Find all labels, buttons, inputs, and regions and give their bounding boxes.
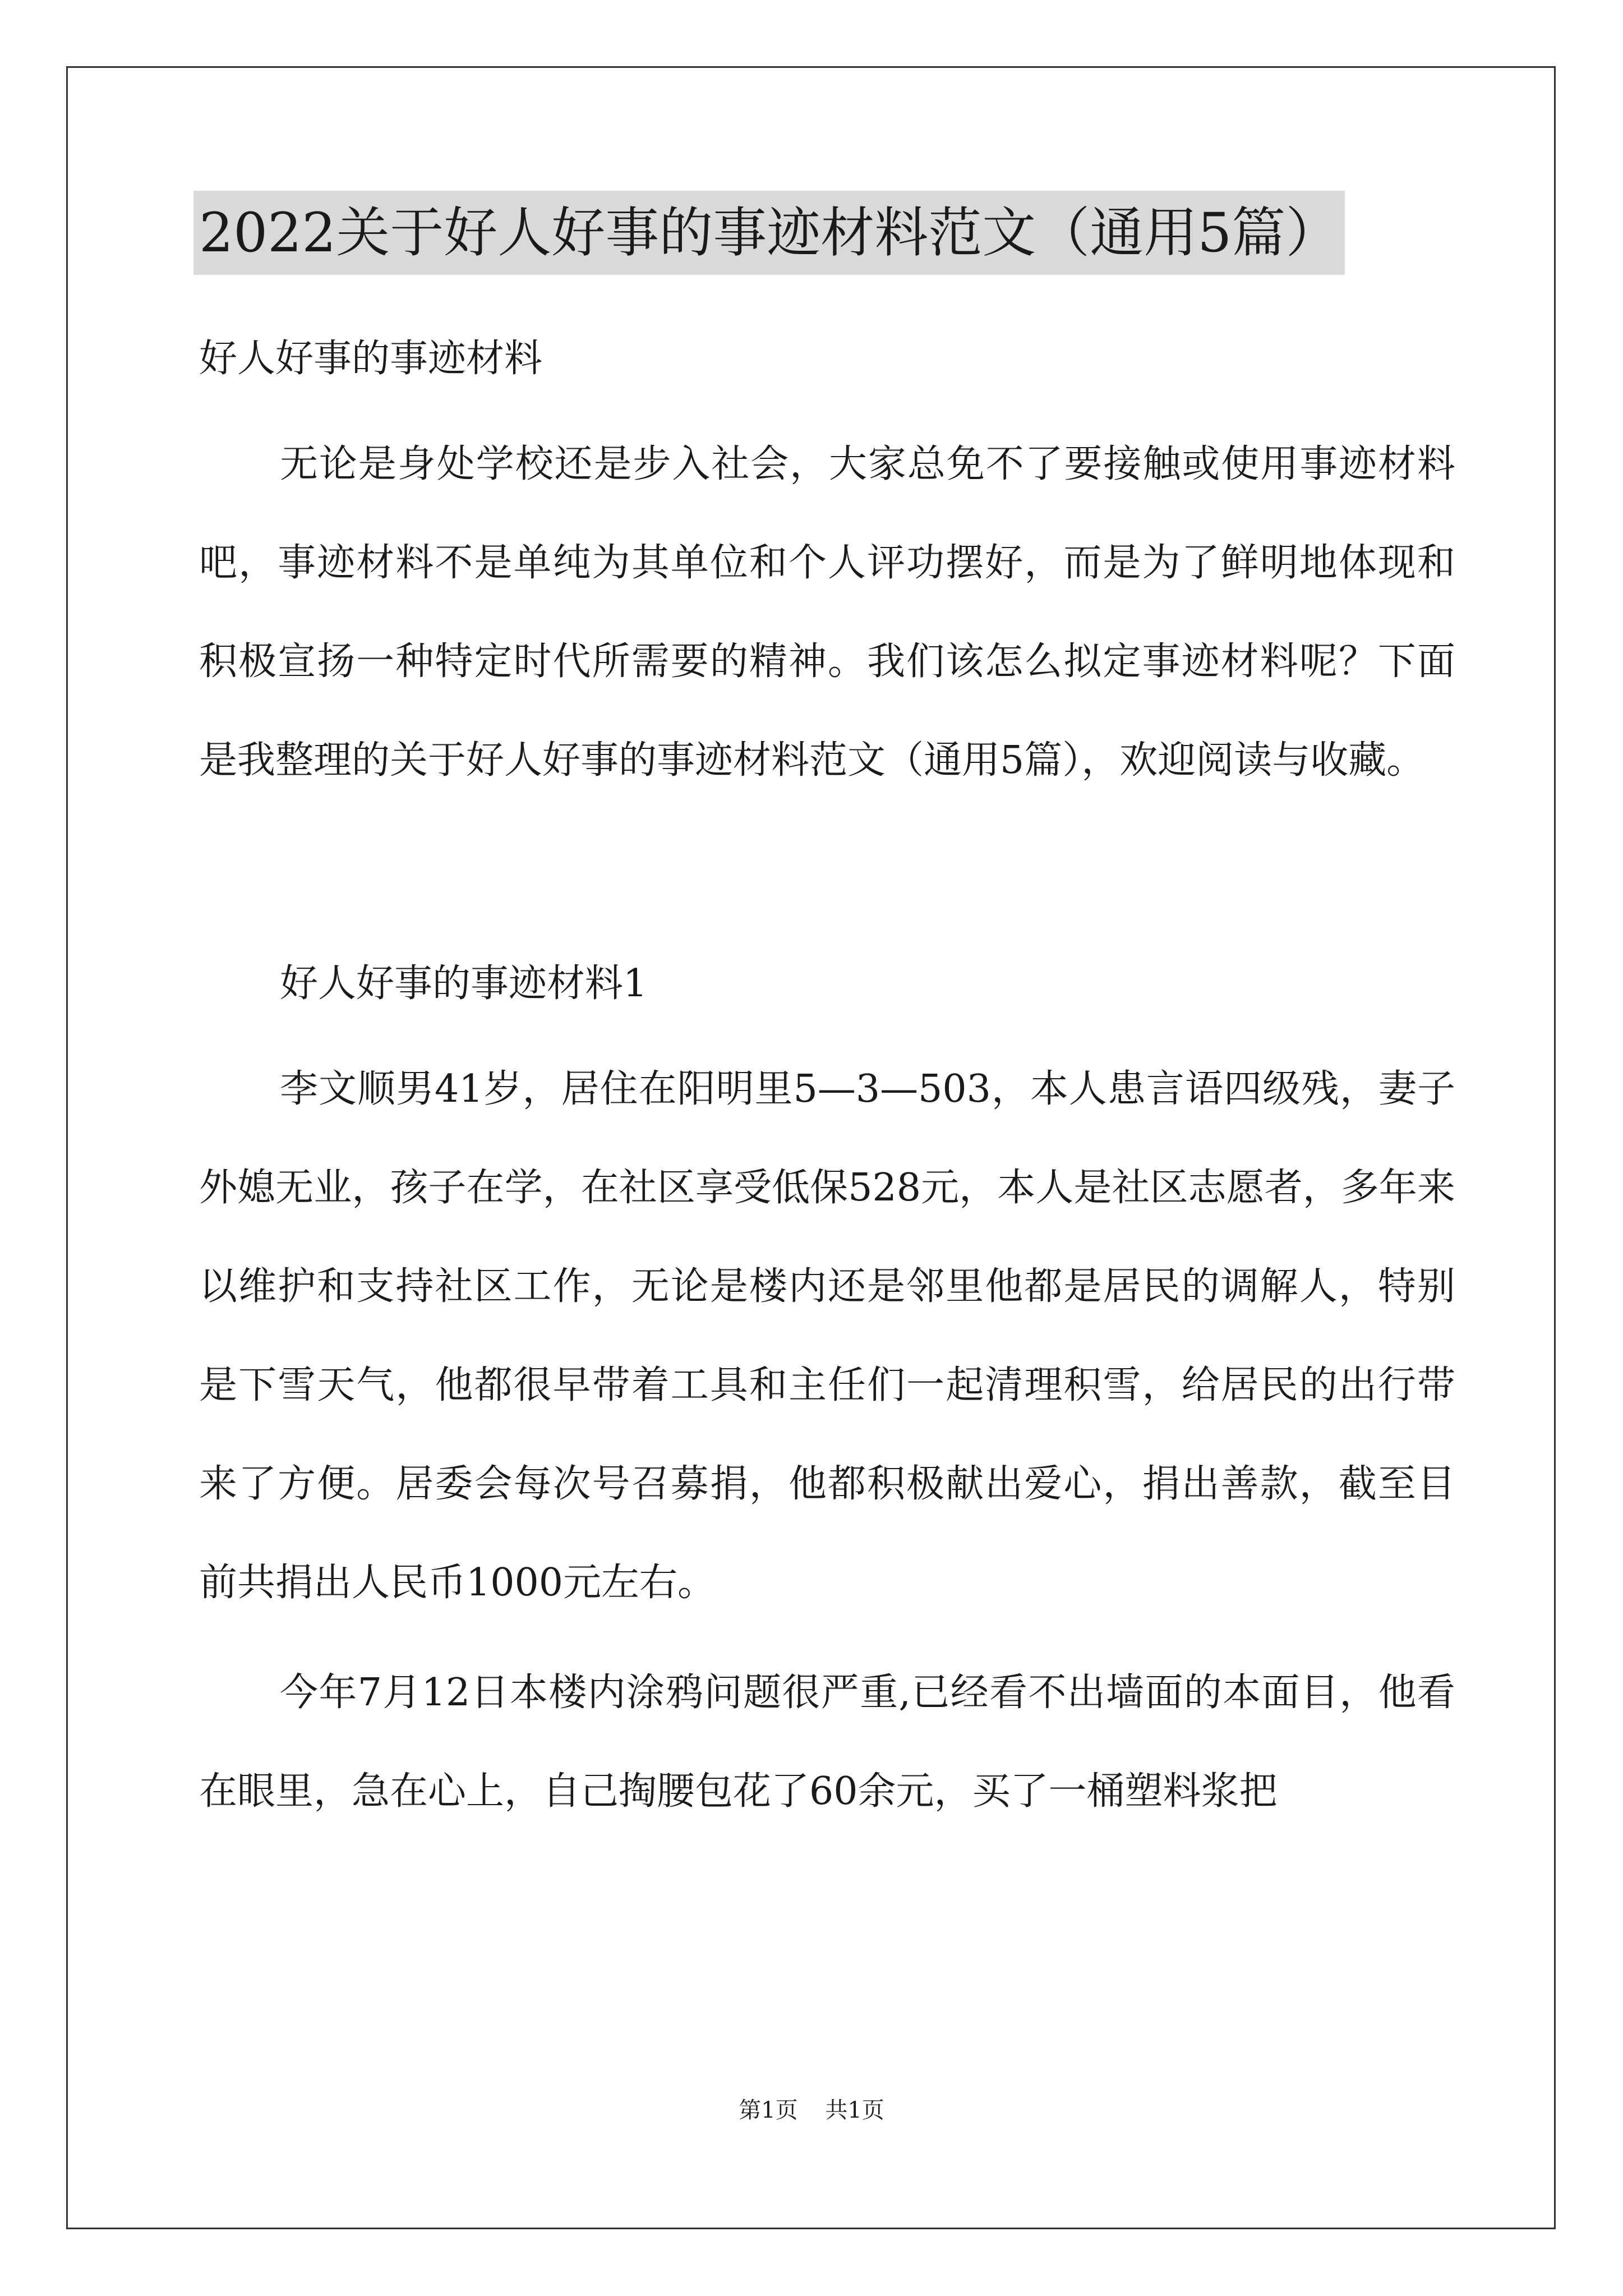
page-number: 第1页 <box>739 2097 798 2123</box>
section-heading-1: 好人好事的事迹材料1 <box>280 961 648 1006</box>
document-subtitle: 好人好事的事迹材料 <box>199 337 543 381</box>
document-title: 2022关于好人好事的事迹材料范文（通用5篇） <box>193 191 1345 275</box>
document-body <box>199 191 1455 1841</box>
section1-paragraph-1: 李文顺男41岁，居住在阳明里5—3—503，本人患言语四级残，妻子外媳无业，孩子在学，在社区享受低保528元，本人是社区志愿者，多年来以维护和支持社区工作，无论是楼内还是邻里他都是居民的调解人，特别是下雪天气，他都很早带着工具和主任们一起清理积雪，给居民的出行带来了方便。居委会每次号召募捐，他都积极献出爱心，捐出善款，截至目前共捐出人民币1000元左右。 <box>199 1067 1455 1605</box>
section1-paragraph-2: 今年7月12日本楼内涂鸦问题很严重,已经看不出墙面的本面目，他看在眼里，急在心上，自己掏腰包花了60余元，买了一桶塑料浆把 <box>199 1671 1455 1814</box>
page-footer <box>0 2092 1623 2124</box>
page-total: 共1页 <box>825 2097 884 2123</box>
intro-paragraph: 无论是身处学校还是步入社会，大家总免不了要接触或使用事迹材料吧，事迹材料不是单纯为其单位和个人评功摆好，而是为了鲜明地体现和积极宣扬一种特定时代所需要的精神。我们该怎么拟定事迹材料呢？下面是我整理的关于好人好事的事迹材料范文（通用5篇），欢迎阅读与收藏。 <box>199 442 1455 783</box>
